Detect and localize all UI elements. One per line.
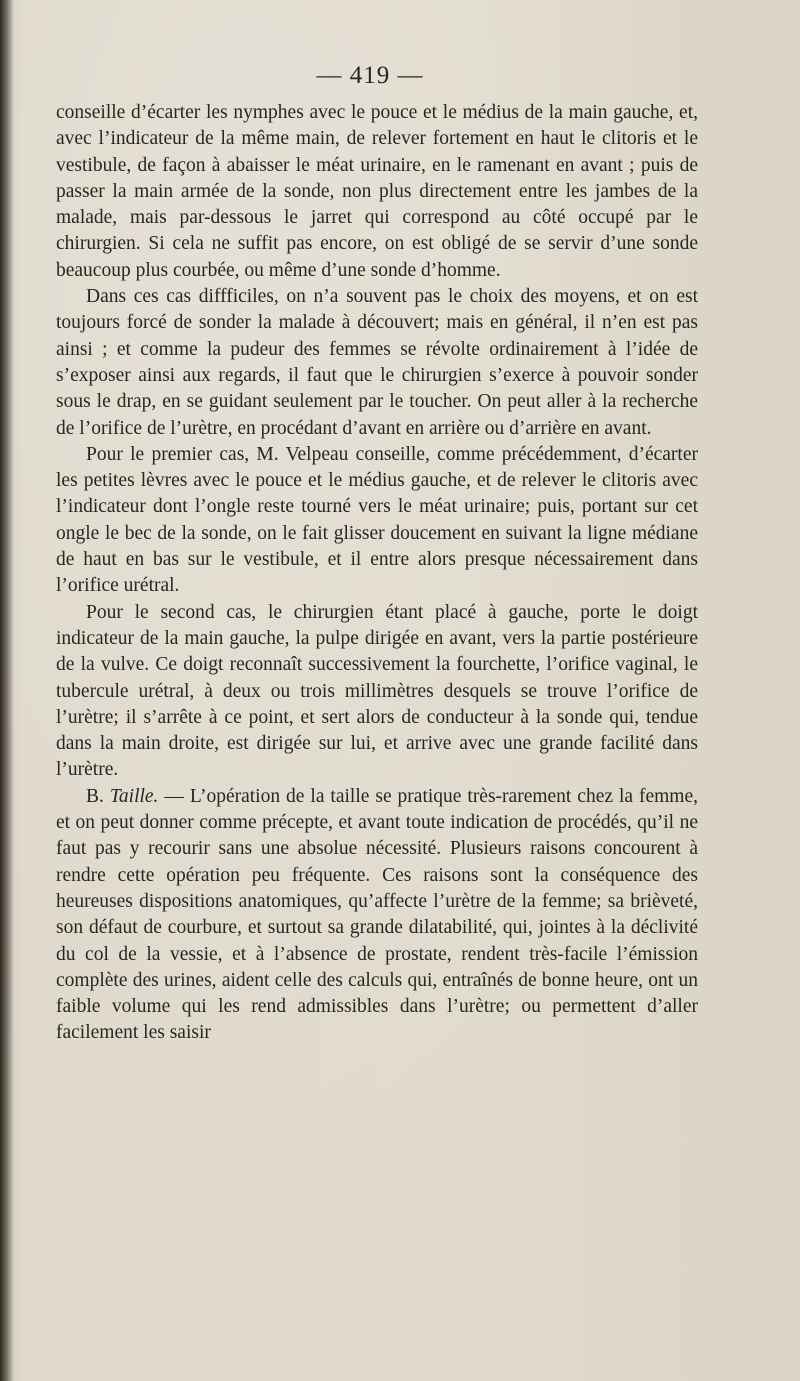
page-number: — 419 —: [316, 62, 424, 89]
paragraph-3: Pour le premier cas, M. Velpeau conseille, comme précédemment, d’écarter les petites lèvres avec le pouce et le médius gauche, et de relever le clitoris avec l’indicateur dont l’ongle reste tourné vers le méat urinaire; puis, portant sur cet ongle le bec de la sonde, on le fait glisser doucement en suivant la ligne médiane de haut en bas sur le vestibule, et il entre alors presque nécessairement dans l’orifice urétral.: [56, 443, 698, 597]
paragraph-1: conseille d’écarter les nymphes avec le pouce et le médius de la main gauche, et, avec l’indicateur de la même main, de relever fortement en haut le clitoris et le vestibule, de façon à abaisser le méat urinaire, en le ramenant en avant ; puis de passer la main armée de la sonde, non plus directement entre les jambes de la malade, mais par-dessous le jarret qui correspond au côté occupé par le chirurgien. Si cela ne suffit pas encore, on est obligé de se servir d’une sonde beaucoup plus courbée, ou même d’une sonde d’homme.: [56, 102, 698, 281]
section-title: Taille.: [109, 785, 159, 807]
paragraph-4: Pour le second cas, le chirurgien étant placé à gauche, porte le doigt indicateur de la main gauche, la pulpe dirigée en avant, vers la partie postérieure de la vulve. Ce doigt reconnaît successivement la fourchette, l’orifice vaginal, le tubercule urétral, à deux ou trois millimètres desquels se trouve l’orifice de l’urètre; il s’arrête à ce point, et sert alors de conducteur à la sonde qui, tendue dans la main droite, est dirigée sur lui, et arrive avec une grande facilité dans l’urètre.: [56, 601, 698, 781]
paragraph-5-text: — L’opération de la taille se pratique très-rarement chez la femme, et on peut donner comme précepte, et avant toute indication de procédés, qu’il ne faut pas y recourir sans une absolue nécessité. Plusieurs raisons concourent à rendre cette opération peu fréquente. Ces raisons sont la conséquence des heureuses dispositions anatomiques, qu’affecte l’urètre de la femme; sa brièveté, son défaut de courbure, et surtout sa grande dilatabilité, qui, jointes à la déclivité du col de la vessie, et à l’absence de prostate, rendent très-facile l’émission complète des urines, aident celle des calculs qui, entraînés de bonne heure, ont un faible volume qui les rend admissibles dans l’urètre; ou permettent d’aller facilement les saisir: [56, 785, 698, 1044]
paragraph-2: Dans ces cas diffficiles, on n’a souvent pas le choix des moyens, et on est toujours forcé de sonder la malade à découvert; mais en général, il n’en est pas ainsi ; et comme la pudeur des femmes se révolte ordinairement à l’idée de s’exposer ainsi aux regards, il faut que le chirurgien s’exerce à pouvoir sonder sous le drap, en se guidant seulement par le toucher. On peut aller à la recherche de l’orifice de l’urètre, en procédant d’avant en arrière ou d’arrière en avant.: [56, 286, 698, 439]
paragraph-5: [56, 784, 698, 1047]
section-label: B.: [86, 785, 104, 807]
body-text: [56, 100, 698, 1047]
binding-edge: [0, 0, 14, 1381]
